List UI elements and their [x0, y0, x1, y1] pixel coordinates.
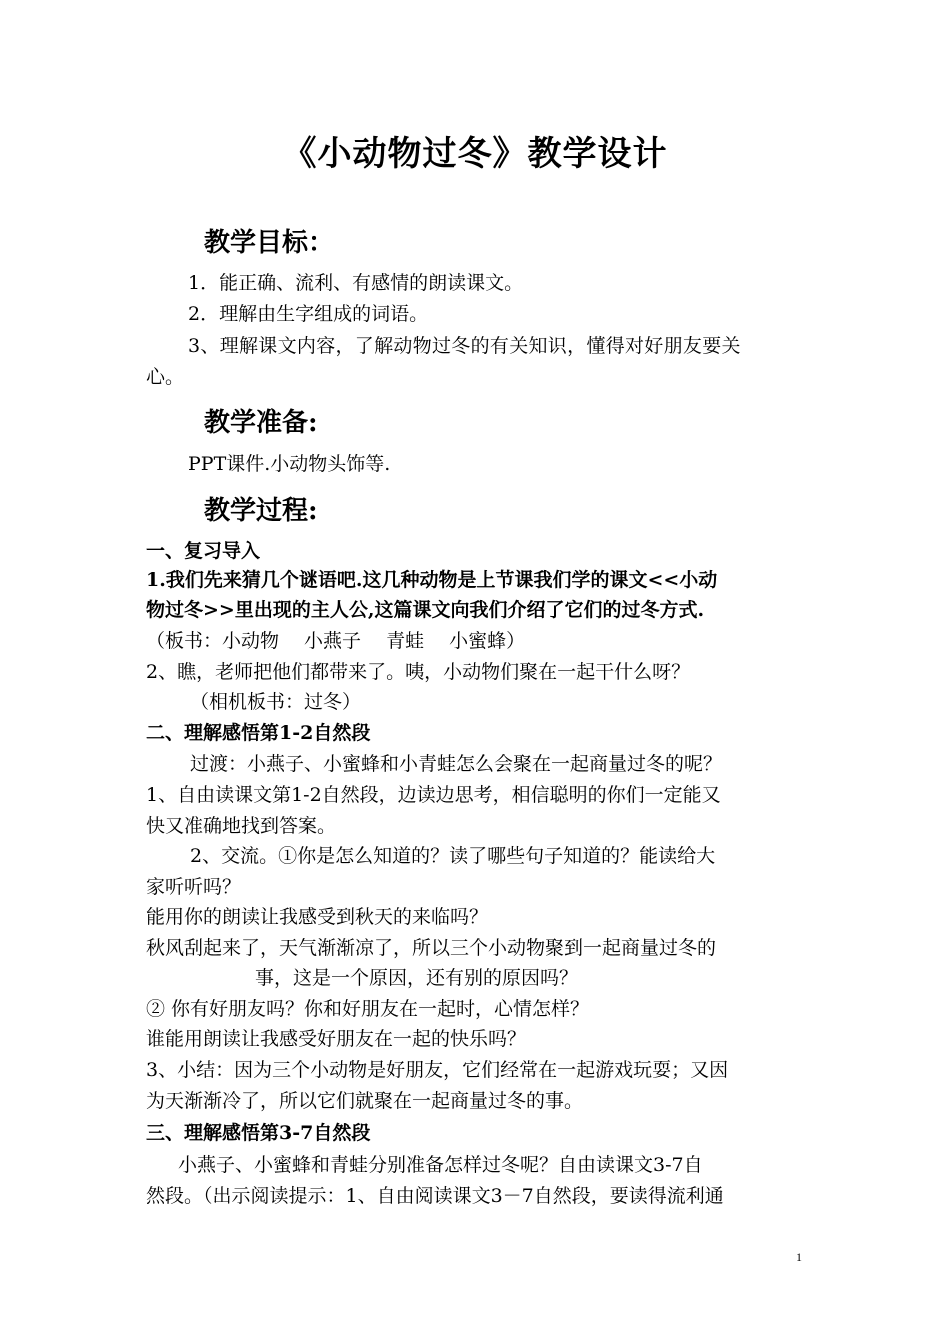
section-heading: 一、复习导入	[146, 540, 261, 562]
paragraph-line: 然段。（出示阅读提示：1、自由阅读课文3－7自然段，要读得流利通	[146, 1185, 724, 1207]
paragraph-line: 物过冬>>里出现的主人公,这篇课文向我们介绍了它们的过冬方式.	[146, 599, 705, 621]
paragraph-line: 2、瞧，老师把他们都带来了。咦，小动物们聚在一起干什么呀？	[146, 661, 691, 683]
goal-item: 3、理解课文内容，了解动物过冬的有关知识，懂得对好朋友要关	[188, 335, 741, 357]
paragraph-line: 1.我们先来猜几个谜语吧.这几种动物是上节课我们学的课文<<小动	[146, 569, 718, 591]
goal-item: 心。	[146, 366, 185, 388]
goal-item: 2．理解由生字组成的词语。	[188, 303, 429, 325]
paragraph-line: 快又准确地找到答案。	[146, 815, 337, 837]
paragraph-line: 小燕子、小蜜蜂和青蛙分别准备怎样过冬呢？自由读课文3-7自	[178, 1154, 703, 1176]
paragraph-line: 秋风刮起来了，天气渐渐凉了，所以三个小动物聚到一起商量过冬的	[146, 937, 717, 959]
paragraph-line: 为天渐渐冷了，所以它们就聚在一起商量过冬的事。	[146, 1090, 584, 1112]
paragraph-line: 2、交流。①你是怎么知道的？读了哪些句子知道的？能读给大	[190, 845, 716, 867]
prep-heading: 教学准备:	[204, 408, 318, 438]
paragraph-line: 事，这是一个原因，还有别的原因吗？	[255, 967, 579, 989]
document-title: 《小动物过冬》教学设计	[282, 134, 668, 174]
paragraph-line: （板书：小动物 小燕子 青蛙 小蜜蜂）	[146, 630, 526, 652]
paragraph-line: 3、小结：因为三个小动物是好朋友，它们经常在一起游戏玩耍；又因	[146, 1059, 729, 1081]
paragraph-line: （相机板书：过冬）	[190, 691, 362, 713]
process-heading: 教学过程:	[204, 496, 318, 526]
goals-heading: 教学目标：	[204, 228, 335, 258]
page-number: 1	[796, 1250, 802, 1264]
goal-item: 1．能正确、流利、有感情的朗读课文。	[188, 272, 524, 294]
paragraph-line: 家听听吗？	[146, 876, 242, 898]
paragraph-line: 过渡：小燕子、小蜜蜂和小青蛙怎么会聚在一起商量过冬的呢？	[190, 753, 723, 775]
paragraph-line: 1、自由读课文第1-2自然段，边读边思考，相信聪明的你们一定能又	[146, 784, 721, 806]
prep-text: PPT课件.小动物头饰等.	[188, 453, 391, 475]
section-heading: 三、理解感悟第3-7自然段	[146, 1122, 371, 1144]
paragraph-line: 谁能用朗读让我感受好朋友在一起的快乐吗？	[146, 1028, 527, 1050]
section-heading: 二、理解感悟第1-2自然段	[146, 722, 371, 744]
paragraph-line: 能用你的朗读让我感受到秋天的来临吗？	[146, 906, 489, 928]
paragraph-line: ② 你有好朋友吗？你和好朋友在一起时，心情怎样？	[146, 998, 590, 1020]
